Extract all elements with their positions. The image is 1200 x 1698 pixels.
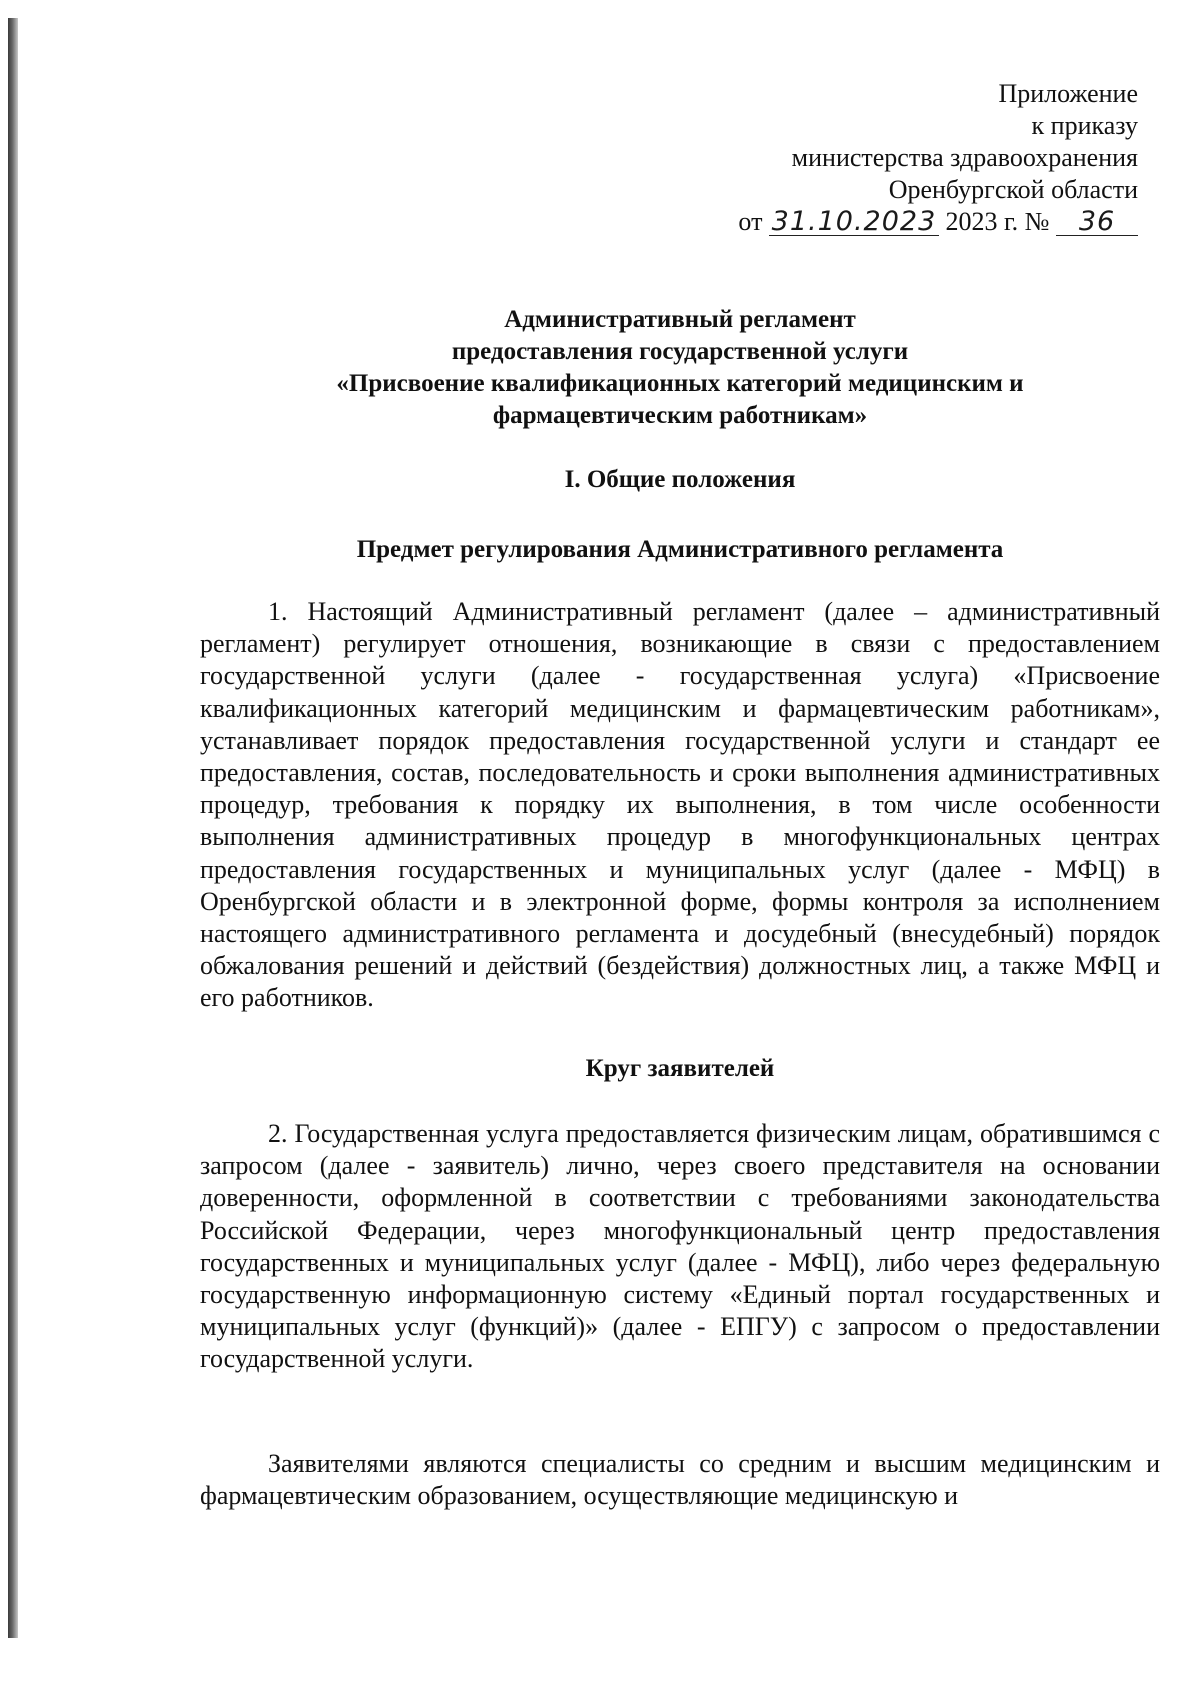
approval-line-3: министерства здравоохранения: [791, 143, 1138, 172]
title-line-3: «Присвоение квалификационных категорий медицинским и: [336, 370, 1024, 397]
handwritten-date: 31.10.2023: [769, 209, 939, 236]
title-line-1: Административный регламент: [504, 306, 856, 333]
approval-line-4: Оренбургской области: [888, 175, 1138, 204]
paragraph-1: 1. Настоящий Административный регламент (далее – административный регламент) регулирует отношения, возникающие в связи с предоставлением государственной услуги (далее - государственная услуга) «Присвоение квалификационных категорий медицинским и фармацевтическим работникам», устанавливает порядок предоставления государственной услуги и стандарт ее предоставления, состав, последовательность и сроки выполнения административных процедур, требования к порядку их выполнения, в том числе особенности выполнения административных процедур в многофункциональных центрах предоставления государственных и муниципальных услуг (далее - МФЦ) в Оренбургской области и в электронной форме, формы контроля за исполнением настоящего административного регламента и досудебный (внесудебный) порядок обжалования решений и действий (бездействия) должностных лиц, а также МФЦ и его работников.: [200, 597, 1160, 1013]
handwritten-order-number: 36: [1056, 209, 1138, 236]
document-title: [200, 304, 1160, 432]
title-line-4: фармацевтическим работникам»: [492, 402, 868, 429]
paragraph-3: Заявителями являются специалисты со средним и высшим медицинским и фармацевтическим образованием, осуществляющие медицинскую и: [200, 1449, 1160, 1511]
paragraph-2: 2. Государственная услуга предоставляется физическим лицам, обратившимся с запросом (далее - заявитель) лично, через своего представителя на основании доверенности, оформленной в соответствии с требованиями законодательства Российской Федерации, через многофункциональный центр предоставления государственных и муниципальных услуг (далее - МФЦ), либо через федеральную государственную информационную систему «Единый портал государственных и муниципальных услуг (функций)» (далее - ЕПГУ) с запросом о предоставлении государственной услуги.: [200, 1119, 1160, 1374]
heading-applicants: Круг заявителей: [585, 1055, 775, 1082]
approval-date-line: [738, 206, 1138, 238]
section-heading-general: I. Общие положения: [564, 466, 796, 493]
subheading-regulation-subject: Предмет регулирования Административного регламента: [356, 536, 1004, 563]
approval-from-prefix: от: [738, 207, 763, 236]
approval-year-suffix: 2023 г. №: [945, 207, 1050, 236]
approval-line-2: к приказу: [1031, 111, 1138, 140]
approval-line-1: Приложение: [998, 79, 1138, 108]
title-line-2: предоставления государственной услуги: [451, 338, 909, 365]
approval-stamp-block: [738, 78, 1138, 238]
